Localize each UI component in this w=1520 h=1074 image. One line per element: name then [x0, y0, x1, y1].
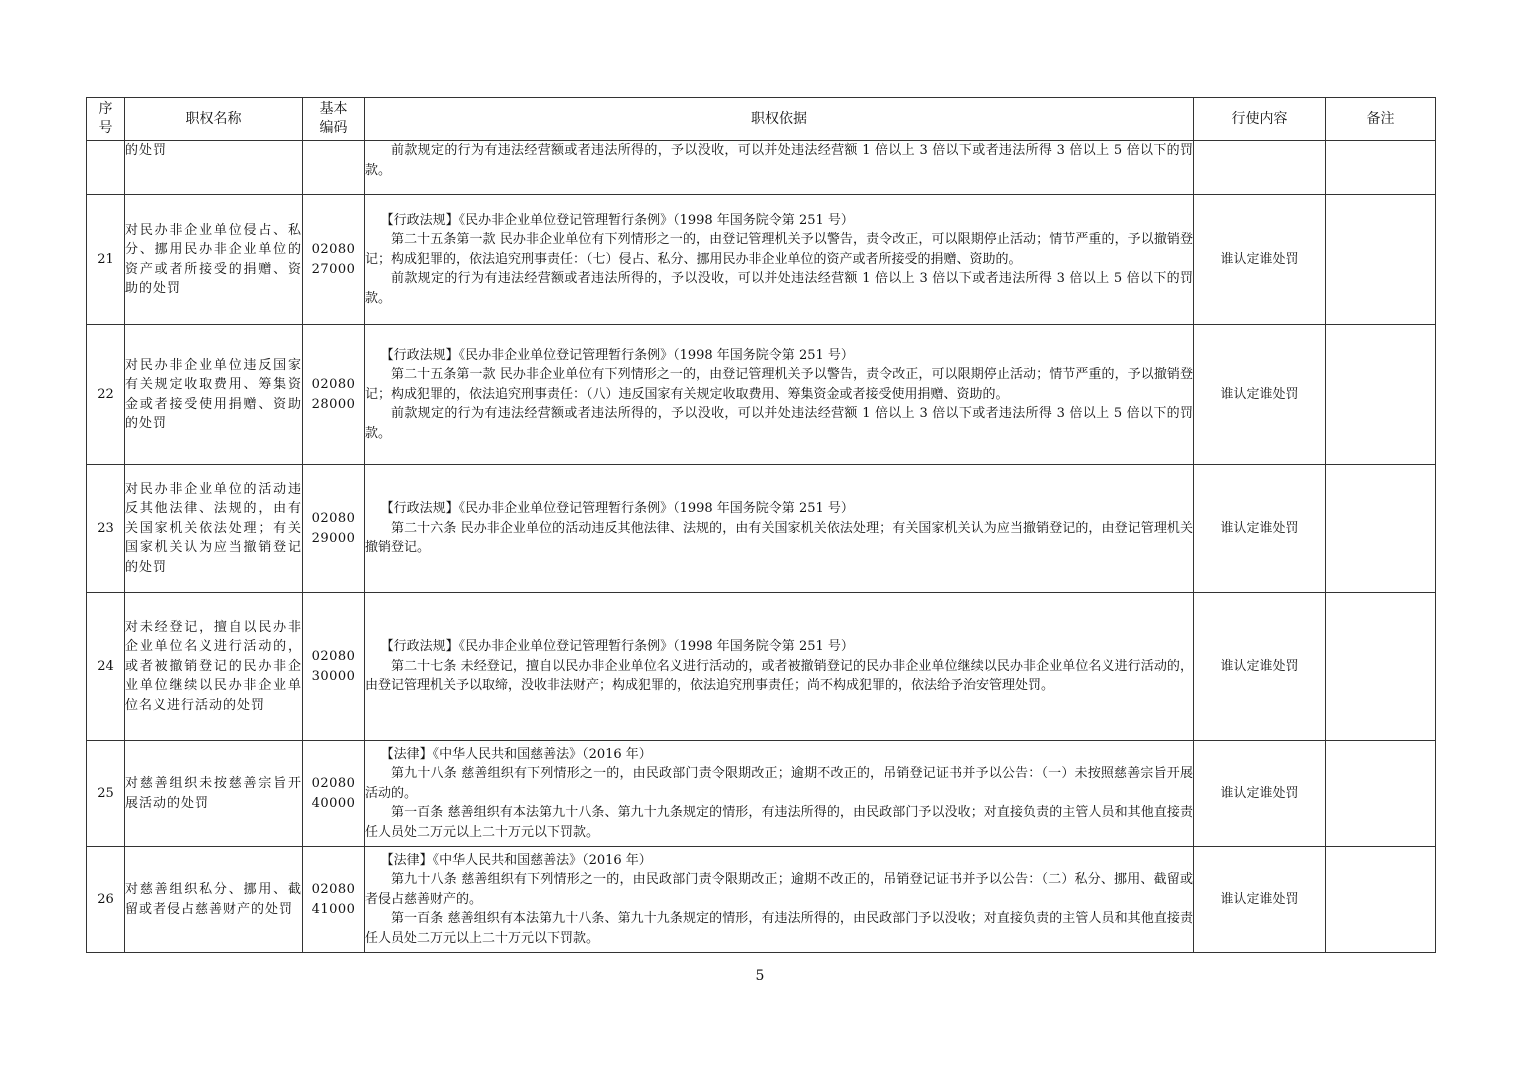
code-part-1: 02080 — [311, 377, 356, 392]
cell-basis — [365, 593, 1194, 741]
table-header-row — [87, 98, 1436, 141]
code-part-1: 02080 — [311, 882, 356, 897]
code-part-2: 30000 — [311, 668, 356, 684]
cell-remark — [1326, 847, 1436, 953]
basis-paragraph: 第二十五条第一款 民办非企业单位有下列情形之一的，由登记管理机关予以警告，责令改正，可以限期停止活动；情节严重的，予以撤销登记；构成犯罪的，依法追究刑事责任：（八）违反国家有关规定收取费用、筹集资金或者接受使用捐赠、资助的。 — [365, 367, 1193, 402]
cell-no — [87, 141, 125, 195]
cell-remark — [1326, 465, 1436, 593]
table-row — [87, 195, 1436, 325]
cell-content: 谁认定谁处罚 — [1194, 325, 1326, 465]
cell-remark — [1326, 741, 1436, 847]
basis-paragraph: 前款规定的行为有违法经营额或者违法所得的，予以没收，可以并处违法经营额 1 倍以上 3 倍以下或者违法所得 3 倍以上 5 倍以下的罚款。 — [365, 143, 1193, 178]
header-seq-line1: 序 — [98, 101, 113, 117]
cell-name: 对慈善组织未按慈善宗旨开展活动的处罚 — [125, 741, 303, 847]
basis-paragraph: 第九十八条 慈善组织有下列情形之一的，由民政部门责令限期改正；逾期不改正的，吊销登记证书并予以公告：（一）未按照慈善宗旨开展活动的。 — [365, 766, 1193, 801]
basis-paragraph: 第二十六条 民办非企业单位的活动违反其他法律、法规的，由有关国家机关依法处理；有关国家机关认为应当撤销登记的，由登记管理机关撤销登记。 — [365, 520, 1193, 556]
header-name: 职权名称 — [125, 98, 303, 141]
cell-no: 21 — [87, 195, 125, 325]
cell-code — [303, 847, 365, 953]
basis-paragraph: 【行政法规】《民办非企业单位登记管理暂行条例》（1998 年国务院令第 251 号） — [380, 347, 854, 363]
table-row-continuation — [87, 141, 1436, 195]
basis-paragraph: 第二十五条第一款 民办非企业单位有下列情形之一的，由登记管理机关予以警告，责令改正，可以限期停止活动；情节严重的，予以撤销登记；构成犯罪的，依法追究刑事责任：（七）侵占、私分、挪用民办非企业单位的资产或者所接受的捐赠、资助的。 — [365, 232, 1193, 267]
cell-remark — [1326, 141, 1436, 195]
cell-code — [303, 465, 365, 593]
code-part-2: 29000 — [311, 530, 356, 546]
header-code-line1: 基本 — [319, 101, 348, 117]
table-row — [87, 465, 1436, 593]
cell-name: 对民办非企业单位侵占、私分、挪用民办非企业单位的资产或者所接受的捐赠、资助的处罚 — [125, 195, 303, 325]
cell-content: 谁认定谁处罚 — [1194, 741, 1326, 847]
basis-paragraph: 第一百条 慈善组织有本法第九十八条、第九十九条规定的情形，有违法所得的，由民政部门予以没收；对直接负责的主管人员和其他直接责任人员处二万元以上二十万元以下罚款。 — [365, 911, 1193, 946]
cell-name: 的处罚 — [125, 141, 303, 195]
cell-no: 25 — [87, 741, 125, 847]
basis-paragraph: 【行政法规】《民办非企业单位登记管理暂行条例》（1998 年国务院令第 251 号） — [380, 639, 854, 655]
cell-remark — [1326, 325, 1436, 465]
basis-paragraph: 第九十八条 慈善组织有下列情形之一的，由民政部门责令限期改正；逾期不改正的，吊销登记证书并予以公告：（二）私分、挪用、截留或者侵占慈善财产的。 — [365, 872, 1193, 907]
cell-no: 24 — [87, 593, 125, 741]
cell-basis — [365, 741, 1194, 847]
cell-no: 22 — [87, 325, 125, 465]
cell-code — [303, 141, 365, 195]
code-part-1: 02080 — [311, 776, 356, 791]
basis-paragraph: 【行政法规】《民办非企业单位登记管理暂行条例》（1998 年国务院令第 251 号） — [380, 212, 854, 228]
cell-remark — [1326, 195, 1436, 325]
table-row — [87, 593, 1436, 741]
basis-paragraph: 【行政法规】《民办非企业单位登记管理暂行条例》（1998 年国务院令第 251 号） — [380, 501, 854, 517]
cell-content — [1194, 141, 1326, 195]
cell-basis — [365, 195, 1194, 325]
cell-content: 谁认定谁处罚 — [1194, 593, 1326, 741]
basis-paragraph: 【法律】《中华人民共和国慈善法》（2016 年） — [380, 746, 652, 762]
basis-paragraph: 前款规定的行为有违法经营额或者违法所得的，予以没收，可以并处违法经营额 1 倍以上 3 倍以下或者违法所得 3 倍以上 5 倍以下的罚款。 — [365, 271, 1193, 306]
header-seq — [87, 98, 125, 141]
page-number: 5 — [755, 968, 765, 984]
table-row — [87, 325, 1436, 465]
cell-basis — [365, 325, 1194, 465]
code-part-2: 28000 — [311, 396, 356, 412]
basis-paragraph: 第二十七条 未经登记，擅自以民办非企业单位名义进行活动的，或者被撤销登记的民办非企业单位继续以民办非企业单位名义进行活动的，由登记管理机关予以取缔，没收非法财产；构成犯罪的，依法追究刑事责任；尚不构成犯罪的，依法给予治安管理处罚。 — [365, 658, 1193, 694]
cell-code — [303, 741, 365, 847]
cell-no: 26 — [87, 847, 125, 953]
header-code — [303, 98, 365, 141]
code-part-1: 02080 — [311, 242, 356, 257]
cell-no: 23 — [87, 465, 125, 593]
code-part-2: 27000 — [311, 261, 356, 277]
cell-name: 对未经登记，擅自以民办非企业单位名义进行活动的，或者被撤销登记的民办非企业单位继续以民办非企业单位名义进行活动的处罚 — [125, 593, 303, 741]
cell-content: 谁认定谁处罚 — [1194, 847, 1326, 953]
cell-name: 对民办非企业单位的活动违反其他法律、法规的，由有关国家机关依法处理；有关国家机关认为应当撤销登记的处罚 — [125, 465, 303, 593]
basis-paragraph: 第一百条 慈善组织有本法第九十八条、第九十九条规定的情形，有违法所得的，由民政部门予以没收；对直接负责的主管人员和其他直接责任人员处二万元以上二十万元以下罚款。 — [365, 805, 1193, 840]
basis-paragraph: 【法律】《中华人民共和国慈善法》（2016 年） — [380, 852, 652, 868]
cell-name: 对慈善组织私分、挪用、截留或者侵占慈善财产的处罚 — [125, 847, 303, 953]
cell-code — [303, 195, 365, 325]
header-code-line2: 编码 — [319, 120, 348, 136]
cell-name: 对民办非企业单位违反国家有关规定收取费用、筹集资金或者接受使用捐赠、资助的处罚 — [125, 325, 303, 465]
header-seq-line2: 号 — [98, 120, 113, 136]
basis-paragraph: 前款规定的行为有违法经营额或者违法所得的，予以没收，可以并处违法经营额 1 倍以上 3 倍以下或者违法所得 3 倍以上 5 倍以下的罚款。 — [365, 406, 1193, 441]
code-part-1: 02080 — [311, 649, 356, 664]
header-content: 行使内容 — [1194, 98, 1326, 141]
cell-content: 谁认定谁处罚 — [1194, 465, 1326, 593]
cell-basis — [365, 847, 1194, 953]
cell-code — [303, 593, 365, 741]
cell-basis — [365, 465, 1194, 593]
cell-remark — [1326, 593, 1436, 741]
code-part-1: 02080 — [311, 511, 356, 526]
cell-basis — [365, 141, 1194, 195]
table-row — [87, 847, 1436, 953]
cell-code — [303, 325, 365, 465]
code-part-2: 41000 — [311, 901, 356, 917]
cell-content: 谁认定谁处罚 — [1194, 195, 1326, 325]
header-remark: 备注 — [1326, 98, 1436, 141]
code-part-2: 40000 — [311, 795, 356, 811]
header-basis: 职权依据 — [365, 98, 1194, 141]
authority-table — [86, 97, 1436, 953]
table-row — [87, 741, 1436, 847]
